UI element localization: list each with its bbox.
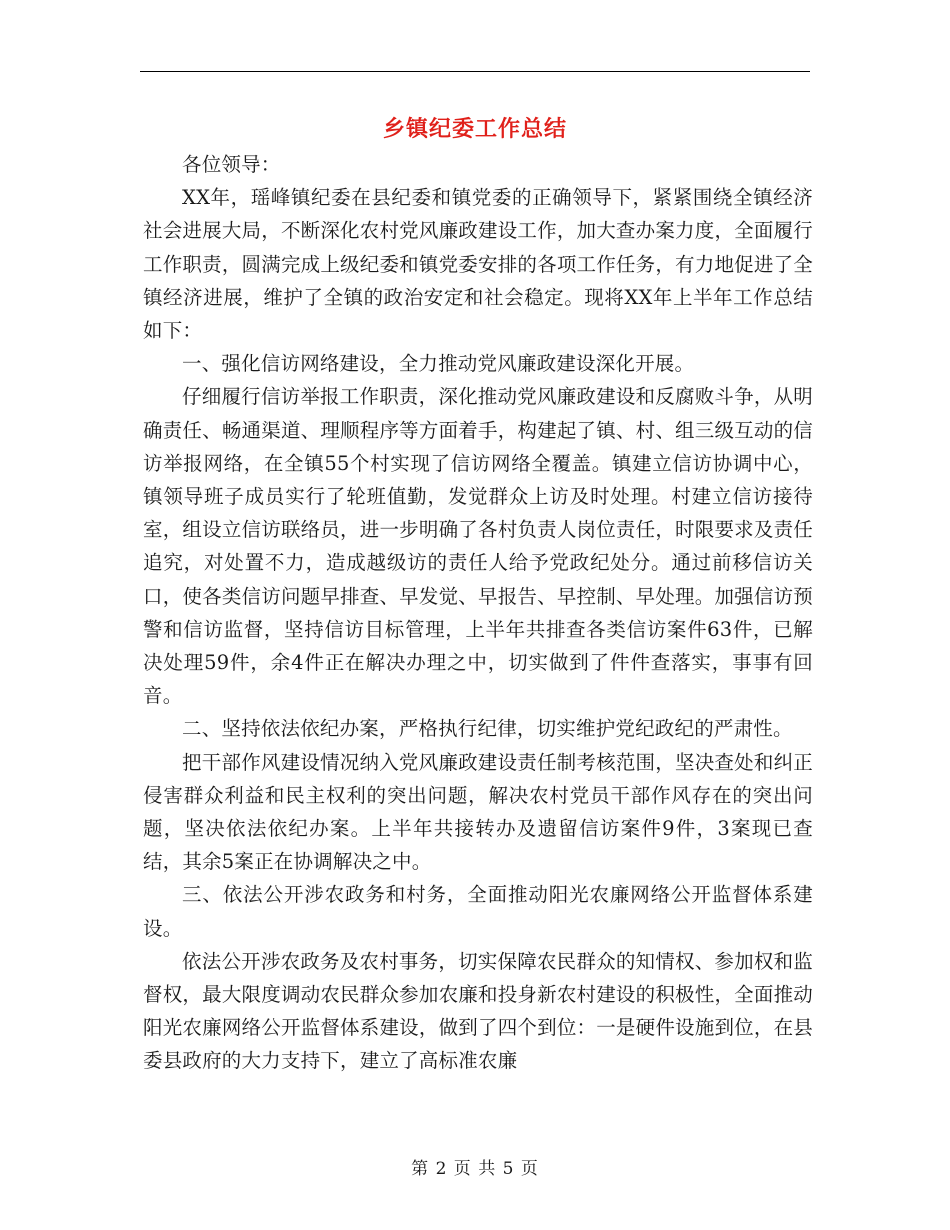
section-heading-2: 二、坚持依法依纪办案，严格执行纪律，切实维护党纪政纪的严肃性。	[182, 717, 793, 741]
section-heading-1: 一、强化信访网络建设，全力推动党风廉政建设深化开展。	[182, 352, 695, 376]
paragraph-section-1: 仔细履行信访举报工作职责，深化推动党风廉政建设和反腐败斗争，从明确责任、畅通渠道、理顺程序等方面着手，构建起了镇、村、组三级互动的信访举报网络，在全镇55个村实现了信访网络全覆盖。镇建立信访协调中心，镇领导班子成员实行了轮班值勤，发觉群众上访及时处理。村建立信访接待室，组设立信访联络员，进一步明确了各村负责人岗位责任，时限要求及责任追究，对处置不力，造成越级访的责任人给予党政纪处分。通过前移信访关口，使各类信访问题早排查、早发觉、早报告、早控制、早处理。加强信访预警和信访监督，坚持信访目标管理，上半年共排查各类信访案件63件，已解决处理59件，余4件正在解决办理之中，切实做到了件件查落实，事事有回音。	[143, 385, 813, 708]
paragraph-section-2: 把干部作风建设情况纳入党风廉政建设责任制考核范围，坚决查处和纠正侵害群众利益和民主权利的突出问题，解决农村党员干部作风存在的突出问题，坚决依法依纪办案。上半年共接转办及遗留信访案件9件，3案现已查结，其余5案正在协调解决之中。	[143, 750, 813, 874]
document-body	[143, 148, 813, 1078]
section-heading-3: 三、依法公开涉农政务和村务，全面推动阳光农廉网络公开监督体系建设。	[143, 883, 813, 940]
document-title: 乡镇纪委工作总结	[382, 116, 567, 142]
page-number: 第 2 页 共 5 页	[411, 1159, 539, 1179]
header-rule	[140, 71, 810, 72]
paragraph-section-3: 依法公开涉农政务及农村事务，切实保障农民群众的知情权、参加权和监督权，最大限度调动农民群众参加农廉和投身新农村建设的积极性，全面推动阳光农廉网络公开监督体系建设，做到了四个到位：一是硬件设施到位，在县委县政府的大力支持下，建立了高标准农廉	[143, 949, 813, 1073]
salutation: 各位领导：	[182, 153, 281, 176]
paragraph-intro: XX年，瑶峰镇纪委在县纪委和镇党委的正确领导下，紧紧围绕全镇经济社会进展大局，不断深化农村党风廉政建设工作，加大查办案力度，全面履行工作职责，圆满完成上级纪委和镇党委安排的各项工作任务，有力地促进了全镇经济进展，维护了全镇的政治安定和社会稳定。现将XX年上半年工作总结如下：	[143, 186, 813, 343]
